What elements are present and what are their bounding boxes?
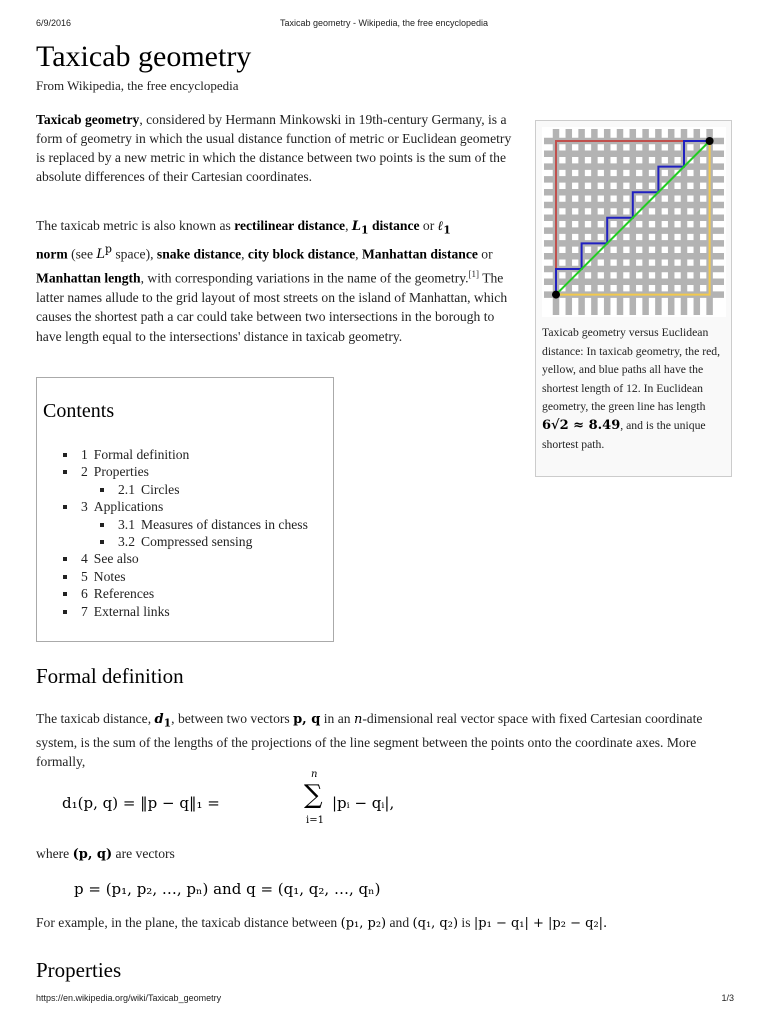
toc-number: 3 (81, 499, 88, 515)
toc-label[interactable]: Applications (93, 499, 164, 515)
toc-number: 6 (81, 586, 88, 602)
toc-label[interactable]: Circles (141, 481, 180, 497)
toc-item[interactable] (63, 603, 308, 620)
equation-left: d₁(p, q) = ‖p − q‖₁ = (62, 794, 220, 812)
bold-term: Manhattan length (36, 270, 141, 286)
math-pq-pair: (p, q) (72, 847, 113, 862)
toc-label[interactable]: Properties (93, 464, 149, 480)
text: space), (111, 246, 157, 262)
formal-paragraph (36, 709, 736, 771)
toc-item[interactable] (63, 568, 308, 585)
sum-upper-limit: n (311, 769, 318, 780)
table-of-contents (36, 377, 334, 642)
equation-vectors: p = (p₁, p₂, …, pₙ) and q = (q₁, q₂, …, qₙ) (74, 880, 381, 898)
toc-item[interactable] (100, 516, 308, 533)
math-q-point: (q₁, q₂) (412, 916, 459, 931)
print-url: https://en.wikipedia.org/wiki/Taxicab_geometry (36, 993, 222, 1003)
math-sub: 1 (443, 223, 451, 237)
print-page-number: 1/3 (721, 993, 734, 1003)
caption-text-end: , and is the unique shortest path. (542, 418, 706, 451)
text: and (386, 915, 413, 930)
equation-right: |pᵢ − qᵢ|, (332, 794, 395, 812)
text: The latter names allude to the grid layout of most streets on the island of Manhattan, which causes the shortest path a car could take between two intersections in the borough to have length equal to the intersections' distance in taxicab geometry. (36, 270, 508, 344)
toc-list (63, 446, 308, 620)
caption-math: 6√2 ≈ 8.49 (542, 417, 621, 433)
toc-item[interactable] (63, 498, 308, 515)
toc-number: 7 (81, 603, 88, 619)
toc-label[interactable]: Measures of distances in chess (141, 516, 308, 532)
toc-label[interactable]: Notes (93, 568, 126, 584)
math-d1 (154, 712, 172, 730)
toc-number: 2 (81, 464, 88, 480)
math-sub: 1 (361, 223, 369, 237)
bold-term: city block distance (247, 246, 356, 262)
text: , (345, 218, 352, 233)
toc-item[interactable] (100, 533, 308, 550)
math-sup: p (105, 243, 112, 257)
toc-item[interactable] (63, 550, 308, 567)
intro-bold-term: Taxicab geometry (36, 112, 140, 127)
text: (see (67, 246, 97, 262)
text: For example, in the plane, the taxicab distance between (36, 915, 341, 930)
text: The taxicab distance, (36, 711, 155, 726)
toc-label[interactable]: Formal definition (93, 447, 190, 462)
toc-item[interactable] (63, 446, 308, 463)
print-date: 6/9/2016 (36, 18, 72, 28)
toc-item[interactable] (100, 481, 308, 498)
section-heading-properties: Properties (36, 958, 122, 982)
text: where (36, 846, 73, 861)
sum-symbol: ∑ (304, 780, 323, 810)
toc-number: 2.1 (118, 481, 135, 497)
text: , (241, 246, 248, 262)
print-title: Taxicab geometry - Wikipedia, the free encyclopedia (279, 18, 489, 28)
math-Lp[interactable] (96, 243, 112, 263)
math-p-point: (p₁, p₂) (340, 916, 387, 931)
toc-label[interactable]: External links (93, 603, 170, 619)
text: The taxicab metric is also known as (36, 218, 235, 233)
text: are vectors (112, 846, 175, 861)
math-var: L (96, 247, 106, 263)
toc-title: Contents (43, 400, 115, 422)
text: or (419, 218, 438, 233)
math-pq: p, q (293, 712, 321, 727)
toc-label[interactable]: References (93, 586, 155, 602)
text: or (477, 246, 493, 262)
page-subtitle: From Wikipedia, the free encyclopedia (36, 78, 239, 93)
toc-number: 3.2 (118, 534, 135, 550)
example-line (36, 915, 607, 931)
math-n: n (353, 712, 363, 727)
toc-label[interactable]: See also (93, 551, 139, 567)
end-point (706, 137, 714, 145)
where-line (36, 846, 175, 862)
figure-caption (542, 324, 722, 454)
math-distance-expr: |p₁ − q₁| + |p₂ − q₂|. (473, 916, 608, 931)
toc-number: 4 (81, 551, 88, 567)
math-var: L (351, 219, 361, 234)
start-point (552, 291, 560, 299)
intro-paragraph-2 (36, 216, 516, 346)
text: , between two vectors (171, 711, 294, 726)
math-sub: 1 (163, 716, 172, 730)
caption-text: Taxicab geometry versus Euclidean distance: In taxicab geometry, the red, yellow, and blue paths all have the shortest length of 12. In Euclidean geometry, the green line has length (542, 326, 721, 414)
toc-item[interactable] (63, 585, 308, 602)
math-var: d (154, 712, 164, 727)
bold-term: norm (36, 246, 68, 262)
toc-number: 5 (81, 568, 88, 584)
toc-number: 1 (81, 447, 88, 462)
bold-term[interactable]: distance (368, 218, 420, 233)
sum-lower-limit: i=1 (306, 815, 324, 826)
taxicab-grid-image[interactable] (542, 127, 726, 317)
text: is (458, 915, 474, 930)
math-var: ℓ (437, 219, 444, 234)
citation-link[interactable]: [1] (468, 268, 480, 279)
math-L1[interactable] (351, 219, 369, 237)
intro-paragraph-1 (36, 110, 516, 186)
text: , with corresponding variations in the name of the geometry. (140, 270, 469, 286)
text: -dimensional real vector space with fixed Cartesian coordinate system, is the sum of the lengths of the projections of the line segment between the points onto the coordinate axes. More formally, (36, 711, 703, 769)
text: , (355, 246, 362, 262)
toc-item[interactable] (63, 463, 308, 480)
section-heading-formal-definition: Formal definition (36, 664, 184, 688)
figure-thumbnail (535, 120, 732, 477)
toc-label[interactable]: Compressed sensing (141, 534, 253, 550)
text: in an (320, 711, 354, 726)
bold-term: Manhattan distance (361, 246, 478, 262)
page-title: Taxicab geometry (36, 40, 252, 73)
math-l1 (437, 219, 451, 237)
toc-number: 3.1 (118, 516, 135, 532)
bold-term[interactable]: rectilinear distance (234, 218, 346, 233)
bold-term: snake distance (156, 246, 242, 262)
intro-text: , considered by Hermann Minkowski in 19th-century Germany, is a form of geometry in which the usual distance function of metric or Euclidean geometry is replaced by a new metric in which the distance between two points is the sum of the absolute differences of their Cartesian coordinates. (36, 112, 512, 184)
